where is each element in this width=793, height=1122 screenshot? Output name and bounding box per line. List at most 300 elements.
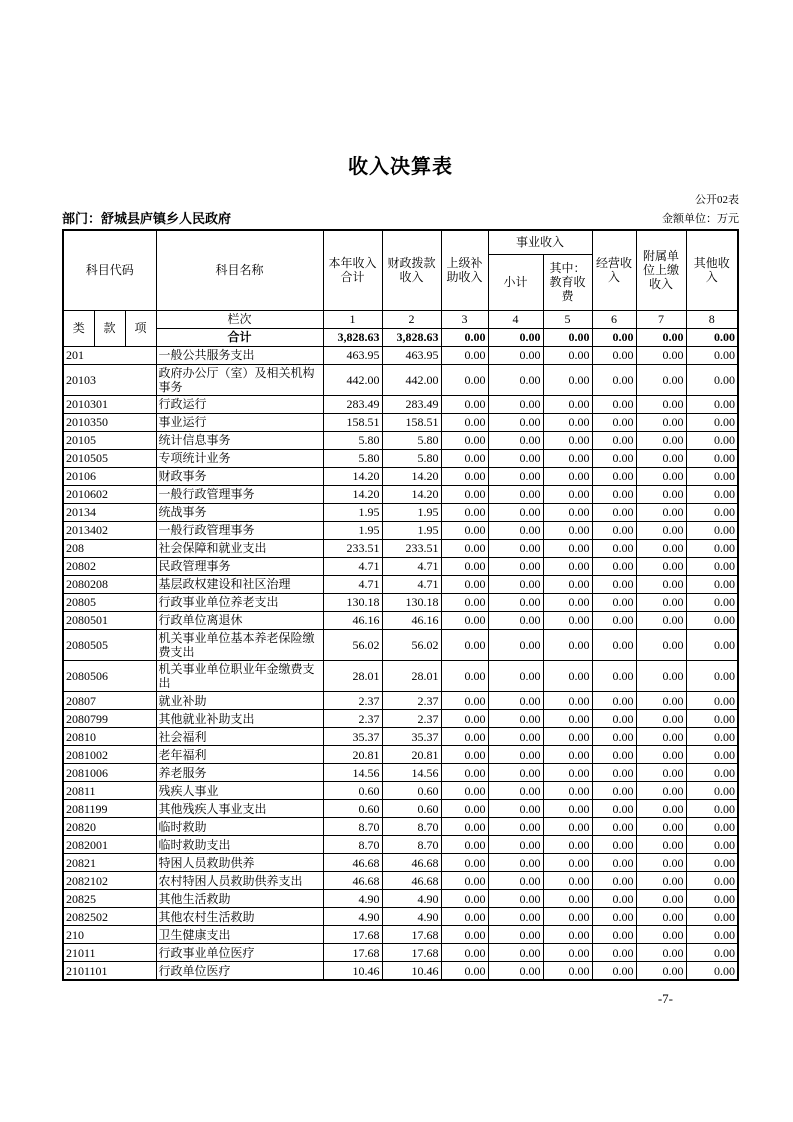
cell-amount: 0.00 [686, 818, 738, 836]
cell-subject-code: 2010602 [63, 485, 156, 503]
cell-amount: 4.71 [382, 575, 441, 593]
cell-amount: 0.00 [636, 413, 686, 431]
cell-amount: 0.00 [441, 800, 488, 818]
cell-amount: 0.00 [636, 661, 686, 692]
cell-amount: 0.00 [488, 872, 543, 890]
cell-subject-code: 20134 [63, 503, 156, 521]
cell-amount: 10.46 [382, 962, 441, 980]
cell-amount: 0.00 [636, 854, 686, 872]
cell-subject-code: 2080799 [63, 710, 156, 728]
cell-amount: 0.00 [543, 539, 592, 557]
cell-amount: 0.00 [592, 908, 636, 926]
cell-amount: 0.00 [441, 557, 488, 575]
cell-subject-code: 20820 [63, 818, 156, 836]
cell-amount: 130.18 [382, 593, 441, 611]
cell-amount: 46.68 [323, 872, 382, 890]
cell-subject-code: 2010350 [63, 413, 156, 431]
cell-amount: 0.00 [592, 503, 636, 521]
cell-amount: 0.00 [441, 728, 488, 746]
cell-amount: 0.00 [592, 836, 636, 854]
cell-amount: 56.02 [382, 629, 441, 660]
cell-amount: 0.00 [488, 782, 543, 800]
cell-amount: 0.00 [636, 611, 686, 629]
cell-amount: 14.56 [323, 764, 382, 782]
cell-subject-code: 2081002 [63, 746, 156, 764]
cell-amount: 0.00 [488, 962, 543, 980]
cell-amount: 17.68 [382, 944, 441, 962]
cell-subject-name: 行政单位离退休 [156, 611, 323, 629]
table-row [63, 962, 738, 980]
cell-subject-code: 2080506 [63, 661, 156, 692]
cell-amount: 0.00 [441, 629, 488, 660]
cell-amount: 0.00 [686, 346, 738, 364]
cell-subject-name: 统计信息事务 [156, 431, 323, 449]
cell-subject-name: 机关事业单位职业年金缴费支出 [156, 661, 323, 692]
cell-subject-code: 20821 [63, 854, 156, 872]
cell-amount: 0.00 [636, 503, 686, 521]
cell-amount: 0.00 [592, 746, 636, 764]
cell-amount: 0.00 [636, 728, 686, 746]
cell-amount: 0.00 [543, 944, 592, 962]
cell-subject-code: 2013402 [63, 521, 156, 539]
cell-amount: 283.49 [382, 395, 441, 413]
column-index: 5 [543, 310, 592, 328]
cell-amount: 1.95 [382, 503, 441, 521]
cell-amount: 0.00 [636, 962, 686, 980]
cell-amount: 0.00 [636, 364, 686, 395]
cell-amount: 0.00 [686, 854, 738, 872]
cell-amount: 0.00 [543, 364, 592, 395]
cell-amount: 0.00 [592, 413, 636, 431]
cell-amount: 14.20 [323, 467, 382, 485]
cell-subject-name: 社会福利 [156, 728, 323, 746]
total-amount: 3,828.63 [323, 328, 382, 346]
cell-amount: 0.00 [636, 836, 686, 854]
cell-amount: 0.00 [686, 800, 738, 818]
cell-amount: 0.00 [543, 692, 592, 710]
table-row [63, 575, 738, 593]
cell-subject-name: 专项统计业务 [156, 449, 323, 467]
page-number: -7- [657, 990, 673, 1006]
cell-amount: 0.00 [592, 818, 636, 836]
table-row [63, 818, 738, 836]
cell-amount: 0.00 [441, 944, 488, 962]
cell-amount: 0.00 [488, 346, 543, 364]
header-section: 款 [94, 310, 125, 346]
total-amount: 0.00 [441, 328, 488, 346]
cell-amount: 0.00 [488, 836, 543, 854]
cell-amount: 0.00 [441, 346, 488, 364]
cell-amount: 0.00 [441, 413, 488, 431]
total-amount: 0.00 [636, 328, 686, 346]
header-superior-subsidy: 上级补助收入 [441, 230, 488, 310]
cell-amount: 0.00 [636, 710, 686, 728]
cell-amount: 0.00 [592, 764, 636, 782]
cell-amount: 0.00 [488, 800, 543, 818]
cell-subject-name: 社会保障和就业支出 [156, 539, 323, 557]
cell-amount: 0.00 [441, 926, 488, 944]
cell-amount: 0.00 [592, 611, 636, 629]
header-total-income: 本年收入合计 [323, 230, 382, 310]
cell-amount: 0.00 [488, 593, 543, 611]
cell-amount: 5.80 [382, 449, 441, 467]
total-amount: 3,828.63 [382, 328, 441, 346]
cell-amount: 0.00 [441, 611, 488, 629]
cell-amount: 0.00 [543, 395, 592, 413]
cell-amount: 0.00 [686, 661, 738, 692]
header-item: 项 [125, 310, 156, 346]
cell-subject-name: 基层政权建设和社区治理 [156, 575, 323, 593]
cell-amount: 0.00 [543, 413, 592, 431]
header-class: 类 [63, 310, 94, 346]
cell-subject-name: 其他就业补助支出 [156, 710, 323, 728]
unit-note: 金额单位：万元 [662, 213, 739, 225]
cell-amount: 0.00 [636, 431, 686, 449]
cell-amount: 0.00 [636, 449, 686, 467]
cell-subject-code: 20103 [63, 364, 156, 395]
header-row-1 [63, 230, 738, 254]
cell-amount: 0.00 [543, 557, 592, 575]
cell-amount: 0.00 [686, 521, 738, 539]
cell-amount: 0.00 [488, 485, 543, 503]
cell-amount: 0.00 [488, 413, 543, 431]
cell-subject-name: 事业运行 [156, 413, 323, 431]
cell-subject-name: 一般行政管理事务 [156, 521, 323, 539]
cell-amount: 0.00 [543, 728, 592, 746]
header-subject-code: 科目代码 [63, 230, 156, 310]
cell-subject-code: 2080208 [63, 575, 156, 593]
cell-amount: 0.00 [636, 872, 686, 890]
header-business-income-group: 事业收入 [488, 230, 592, 254]
cell-amount: 4.90 [323, 908, 382, 926]
cell-amount: 0.00 [636, 800, 686, 818]
cell-amount: 2.37 [382, 692, 441, 710]
cell-amount: 35.37 [382, 728, 441, 746]
cell-subject-code: 2010301 [63, 395, 156, 413]
cell-amount: 0.00 [686, 692, 738, 710]
cell-amount: 0.00 [488, 854, 543, 872]
cell-amount: 0.00 [686, 872, 738, 890]
column-index: 3 [441, 310, 488, 328]
header-fiscal-appropriation: 财政拨款收入 [382, 230, 441, 310]
cell-amount: 14.20 [323, 485, 382, 503]
cell-subject-name: 民政管理事务 [156, 557, 323, 575]
cell-amount: 0.00 [488, 764, 543, 782]
cell-amount: 0.00 [488, 575, 543, 593]
cell-subject-name: 行政事业单位养老支出 [156, 593, 323, 611]
cell-amount: 0.00 [488, 710, 543, 728]
cell-amount: 0.00 [592, 728, 636, 746]
header-education-fee: 其中：教育收费 [543, 254, 592, 310]
cell-amount: 0.00 [686, 413, 738, 431]
header-operating-income: 经营收入 [592, 230, 636, 310]
table-row [63, 661, 738, 692]
cell-amount: 0.00 [488, 503, 543, 521]
cell-amount: 0.00 [441, 746, 488, 764]
table-row [63, 346, 738, 364]
cell-amount: 0.00 [686, 944, 738, 962]
cell-amount: 4.90 [323, 890, 382, 908]
header-other-income: 其他收入 [686, 230, 738, 310]
cell-amount: 1.95 [382, 521, 441, 539]
cell-amount: 28.01 [323, 661, 382, 692]
table-row [63, 521, 738, 539]
cell-amount: 14.20 [382, 485, 441, 503]
cell-amount: 0.00 [441, 782, 488, 800]
cell-subject-code: 201 [63, 346, 156, 364]
cell-subject-code: 2080501 [63, 611, 156, 629]
cell-amount: 0.00 [441, 449, 488, 467]
cell-amount: 233.51 [323, 539, 382, 557]
cell-subject-code: 2082102 [63, 872, 156, 890]
cell-amount: 0.00 [636, 467, 686, 485]
cell-amount: 5.80 [323, 431, 382, 449]
cell-amount: 0.00 [592, 485, 636, 503]
cell-amount: 0.00 [592, 782, 636, 800]
cell-subject-code: 2081199 [63, 800, 156, 818]
cell-amount: 0.00 [441, 593, 488, 611]
department-label: 部门：舒城县庐镇乡人民政府 [62, 211, 232, 226]
column-index: 8 [686, 310, 738, 328]
cell-amount: 46.16 [382, 611, 441, 629]
cell-subject-code: 2101101 [63, 962, 156, 980]
column-index: 6 [592, 310, 636, 328]
cell-amount: 158.51 [323, 413, 382, 431]
cell-amount: 0.00 [488, 890, 543, 908]
cell-amount: 0.00 [543, 575, 592, 593]
cell-amount: 0.00 [441, 818, 488, 836]
meta-row [62, 208, 739, 227]
cell-amount: 283.49 [323, 395, 382, 413]
cell-amount: 4.90 [382, 908, 441, 926]
cell-amount: 10.46 [323, 962, 382, 980]
cell-amount: 0.00 [543, 962, 592, 980]
table-row [63, 395, 738, 413]
cell-amount: 0.00 [686, 611, 738, 629]
cell-amount: 0.00 [488, 661, 543, 692]
cell-subject-name: 养老服务 [156, 764, 323, 782]
cell-subject-name: 老年福利 [156, 746, 323, 764]
total-label: 合计 [156, 328, 323, 346]
cell-amount: 46.16 [323, 611, 382, 629]
cell-amount: 0.00 [543, 503, 592, 521]
cell-amount: 0.00 [686, 890, 738, 908]
table-row [63, 611, 738, 629]
table-row [63, 692, 738, 710]
cell-amount: 0.00 [686, 908, 738, 926]
cell-subject-code: 20811 [63, 782, 156, 800]
cell-amount: 0.00 [543, 593, 592, 611]
cell-amount: 0.00 [543, 782, 592, 800]
cell-subject-code: 2010505 [63, 449, 156, 467]
cell-subject-name: 一般行政管理事务 [156, 485, 323, 503]
total-amount: 0.00 [592, 328, 636, 346]
cell-amount: 0.00 [441, 521, 488, 539]
column-index: 1 [323, 310, 382, 328]
column-index-row [63, 310, 738, 328]
table-row [63, 746, 738, 764]
cell-amount: 0.00 [592, 890, 636, 908]
cell-amount: 0.00 [636, 746, 686, 764]
cell-amount: 0.00 [592, 854, 636, 872]
cell-amount: 0.00 [686, 710, 738, 728]
cell-amount: 0.00 [592, 557, 636, 575]
cell-subject-code: 20825 [63, 890, 156, 908]
cell-amount: 0.00 [488, 908, 543, 926]
cell-amount: 0.00 [488, 926, 543, 944]
cell-amount: 0.00 [592, 962, 636, 980]
header-subtotal: 小计 [488, 254, 543, 310]
cell-amount: 0.00 [592, 395, 636, 413]
cell-amount: 0.00 [686, 539, 738, 557]
cell-subject-name: 其他生活救助 [156, 890, 323, 908]
cell-amount: 0.00 [592, 926, 636, 944]
cell-amount: 0.00 [543, 926, 592, 944]
cell-amount: 0.00 [543, 661, 592, 692]
cell-amount: 0.00 [441, 764, 488, 782]
cell-amount: 0.00 [488, 746, 543, 764]
cell-amount: 4.71 [323, 575, 382, 593]
column-index: 4 [488, 310, 543, 328]
cell-amount: 8.70 [323, 836, 382, 854]
cell-amount: 0.00 [592, 431, 636, 449]
cell-subject-name: 行政事业单位医疗 [156, 944, 323, 962]
table-row [63, 800, 738, 818]
cell-amount: 0.00 [441, 890, 488, 908]
cell-amount: 2.37 [323, 692, 382, 710]
cell-subject-name: 财政事务 [156, 467, 323, 485]
cell-subject-name: 一般公共服务支出 [156, 346, 323, 364]
cell-amount: 0.00 [488, 364, 543, 395]
cell-amount: 0.00 [543, 710, 592, 728]
cell-amount: 463.95 [323, 346, 382, 364]
cell-subject-name: 统战事务 [156, 503, 323, 521]
cell-amount: 0.00 [441, 503, 488, 521]
cell-amount: 0.00 [488, 431, 543, 449]
cell-amount: 0.00 [686, 431, 738, 449]
cell-amount: 0.00 [592, 944, 636, 962]
cell-amount: 0.00 [686, 485, 738, 503]
total-amount: 0.00 [543, 328, 592, 346]
table-row [63, 710, 738, 728]
cell-amount: 0.00 [636, 346, 686, 364]
cell-amount: 0.00 [543, 818, 592, 836]
cell-amount: 442.00 [382, 364, 441, 395]
cell-amount: 0.00 [543, 346, 592, 364]
table-row [63, 467, 738, 485]
cell-amount: 0.00 [543, 485, 592, 503]
cell-amount: 0.00 [488, 449, 543, 467]
cell-amount: 0.00 [441, 854, 488, 872]
cell-amount: 0.00 [441, 364, 488, 395]
cell-amount: 2.37 [382, 710, 441, 728]
cell-subject-code: 20810 [63, 728, 156, 746]
cell-subject-name: 其他农村生活救助 [156, 908, 323, 926]
cell-amount: 0.00 [636, 818, 686, 836]
cell-amount: 0.00 [592, 449, 636, 467]
cell-subject-name: 农村特困人员救助供养支出 [156, 872, 323, 890]
cell-amount: 4.71 [382, 557, 441, 575]
cell-amount: 0.00 [686, 836, 738, 854]
cell-amount: 0.60 [323, 800, 382, 818]
table-body [63, 346, 738, 980]
table-row [63, 728, 738, 746]
cell-subject-code: 20105 [63, 431, 156, 449]
cell-subject-name: 其他残疾人事业支出 [156, 800, 323, 818]
cell-amount: 0.00 [592, 593, 636, 611]
cell-subject-name: 机关事业单位基本养老保险缴费支出 [156, 629, 323, 660]
cell-amount: 0.00 [441, 539, 488, 557]
cell-amount: 233.51 [382, 539, 441, 557]
table-row [63, 364, 738, 395]
cell-amount: 0.00 [636, 485, 686, 503]
column-index-label: 栏次 [156, 310, 323, 328]
cell-amount: 0.00 [543, 746, 592, 764]
table-row [63, 413, 738, 431]
cell-amount: 4.71 [323, 557, 382, 575]
income-table [62, 229, 739, 981]
cell-amount: 14.56 [382, 764, 441, 782]
cell-amount: 0.00 [636, 926, 686, 944]
cell-amount: 0.00 [592, 629, 636, 660]
cell-amount: 0.00 [543, 890, 592, 908]
cell-amount: 0.00 [636, 908, 686, 926]
table-row [63, 593, 738, 611]
cell-amount: 0.00 [543, 467, 592, 485]
cell-subject-code: 20106 [63, 467, 156, 485]
cell-amount: 0.00 [488, 395, 543, 413]
cell-amount: 2.37 [323, 710, 382, 728]
cell-amount: 0.00 [592, 575, 636, 593]
cell-amount: 0.00 [592, 710, 636, 728]
cell-amount: 0.00 [488, 467, 543, 485]
cell-amount: 0.00 [441, 908, 488, 926]
table-row [63, 449, 738, 467]
header-subject-name: 科目名称 [156, 230, 323, 310]
cell-amount: 0.00 [686, 575, 738, 593]
cell-amount: 0.00 [441, 395, 488, 413]
cell-amount: 46.68 [323, 854, 382, 872]
cell-amount: 0.00 [592, 539, 636, 557]
cell-subject-name: 特困人员救助供养 [156, 854, 323, 872]
cell-amount: 158.51 [382, 413, 441, 431]
cell-amount: 0.00 [488, 728, 543, 746]
cell-subject-code: 2082502 [63, 908, 156, 926]
cell-amount: 0.00 [488, 692, 543, 710]
cell-amount: 35.37 [323, 728, 382, 746]
header-affiliated-remit: 附属单位上缴收入 [636, 230, 686, 310]
cell-amount: 0.00 [592, 467, 636, 485]
cell-amount: 0.00 [441, 962, 488, 980]
cell-amount: 0.00 [636, 890, 686, 908]
cell-amount: 0.00 [686, 467, 738, 485]
cell-amount: 0.00 [488, 539, 543, 557]
cell-amount: 0.00 [543, 521, 592, 539]
table-row [63, 872, 738, 890]
cell-amount: 0.00 [686, 629, 738, 660]
cell-subject-name: 临时救助 [156, 818, 323, 836]
cell-amount: 130.18 [323, 593, 382, 611]
cell-amount: 0.00 [686, 962, 738, 980]
cell-subject-code: 20802 [63, 557, 156, 575]
cell-amount: 0.00 [543, 764, 592, 782]
cell-subject-name: 政府办公厅（室）及相关机构事务 [156, 364, 323, 395]
cell-amount: 0.00 [686, 764, 738, 782]
cell-amount: 0.00 [543, 854, 592, 872]
cell-amount: 20.81 [323, 746, 382, 764]
table-row [63, 485, 738, 503]
cell-amount: 8.70 [382, 818, 441, 836]
